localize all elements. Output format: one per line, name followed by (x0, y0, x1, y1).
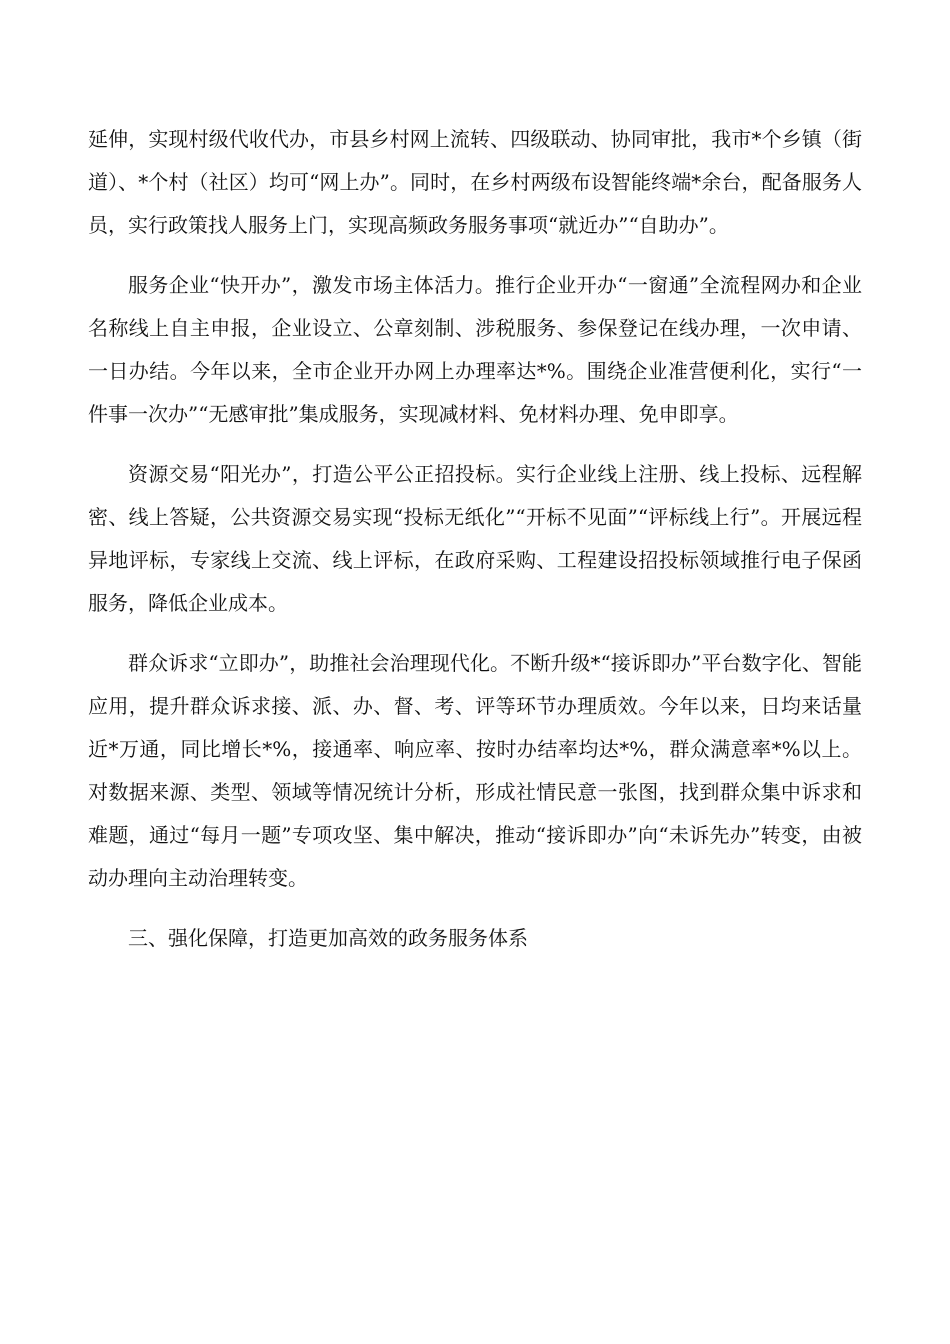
paragraph-resource-trading: 资源交易“阳光办”，打造公平公正招投标。实行企业线上注册、线上投标、远程解密、线上答疑，公共资源交易实现“投标无纸化”“开标不见面”“评标线上行”。开展远程异地评标，专家线上交流、线上评标，在政府采购、工程建设招投标领域推行电子保函服务，降低企业成本。 (88, 462, 862, 615)
paragraph-public-appeals: 群众诉求“立即办”，助推社会治理现代化。不断升级*“接诉即办”平台数字化、智能应用，提升群众诉求接、派、办、督、考、评等环节办理质效。今年以来，日均来话量近*万通，同比增长*%，接通率、响应率、按时办结率均达*%，群众满意率*%以上。对数据来源、类型、领域等情况统计分析，形成社情民意一张图，找到群众集中诉求和难题，通过“每月一题”专项攻坚、集中解决，推动“接诉即办”向“未诉先办”转变，由被动办理向主动治理转变。 (88, 651, 862, 890)
paragraph-enterprise-service: 服务企业“快开办”，激发市场主体活力。推行企业开办“一窗通”全流程网办和企业名称线上自主申报，企业设立、公章刻制、涉税服务、参保登记在线办理，一次申请、一日办结。今年以来，全市企业开办网上办理率达*%。围绕企业准营便利化，实行“一件事一次办”“无感审批”集成服务，实现减材料、免材料办理、免申即享。 (88, 273, 862, 426)
document-page (88, 118, 862, 960)
section-heading: 三、强化保障，打造更加高效的政务服务体系 (128, 926, 528, 950)
paragraph-continuation: 延伸，实现村级代收代办，市县乡村网上流转、四级联动、协同审批，我市*个乡镇（街道）、*个村（社区）均可“网上办”。同时，在乡村两级布设智能终端*余台，配备服务人员，实行政策找人服务上门，实现高频政务服务事项“就近办”“自助办”。 (88, 127, 862, 237)
